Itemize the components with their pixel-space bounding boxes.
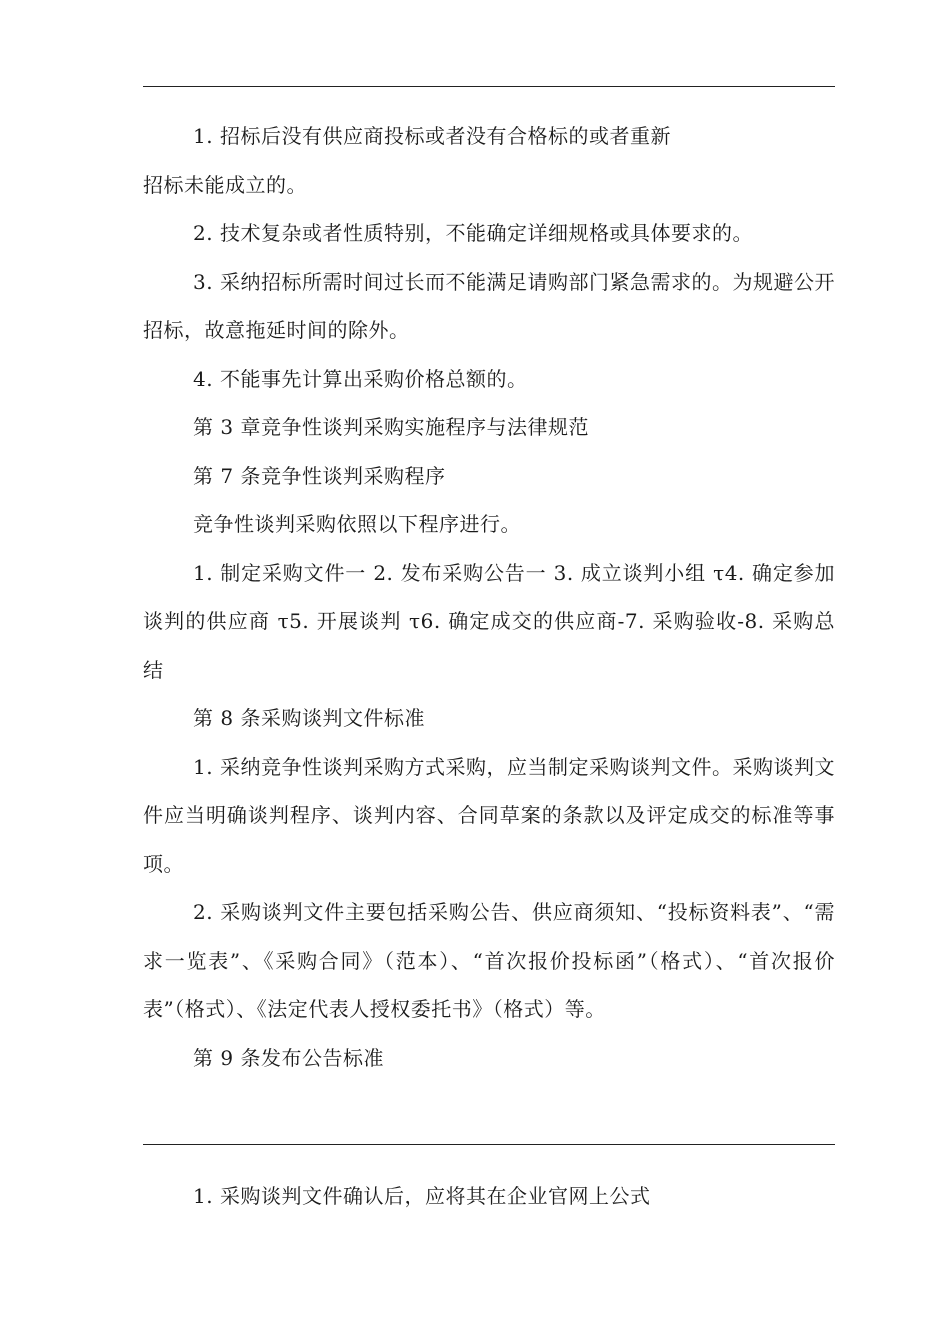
paragraph-procedure-steps: 1. 制定采购文件一 2. 发布采购公告一 3. 成立谈判小组 τ4. 确定参加谈判的供应商 τ5. 开展谈判 τ6. 确定成交的供应商-7. 采购验收-8. 采购总结 (143, 560, 835, 682)
page-body (143, 112, 835, 1082)
article-8-heading: 第 8 条采购谈判文件标准 (193, 706, 425, 730)
paragraph-2: 2. 技术复杂或者性质特别，不能确定详细规格或具体要求的。 (193, 221, 753, 245)
chapter-heading: 第 3 章竞争性谈判采购实施程序与法律规范 (193, 415, 589, 439)
paragraph-procedure-intro: 竞争性谈判采购依照以下程序进行。 (193, 512, 521, 536)
paragraph-negotiation-docs-2: 2. 采购谈判文件主要包括采购公告、供应商须知、“投标资料表”、“需求一览表”、《采购合同》（范本）、“首次报价投标函”（格式）、“首次报价表”（格式）、《法定代表人授权委托书》（格式）等。 (143, 900, 835, 1021)
article-7-heading: 第 7 条竞争性谈判采购程序 (193, 463, 446, 488)
paragraph-negotiation-docs-1: 1. 采纳竞争性谈判采购方式采购，应当制定采购谈判文件。采购谈判文件应当明确谈判程序、谈判内容、合同草案的条款以及评定成交的标准等事项。 (143, 754, 835, 876)
paragraph-publish-1: 1. 采购谈判文件确认后，应将其在企业官网上公式 (193, 1184, 651, 1208)
paragraph-4: 4. 不能事先计算出采购价格总额的。 (193, 366, 528, 391)
header-rule (143, 86, 835, 87)
page-body-continued (143, 1172, 835, 1221)
article-9-heading: 第 9 条发布公告标准 (193, 1045, 384, 1070)
footer-rule (143, 1144, 835, 1145)
paragraph-3: 3. 采纳招标所需时间过长而不能满足请购部门紧急需求的。为规避公开招标，故意拖延时间的除外。 (143, 269, 835, 342)
paragraph-1: 1. 招标后没有供应商投标或者没有合格标的或者重新 招标未能成立的。 (143, 124, 671, 197)
